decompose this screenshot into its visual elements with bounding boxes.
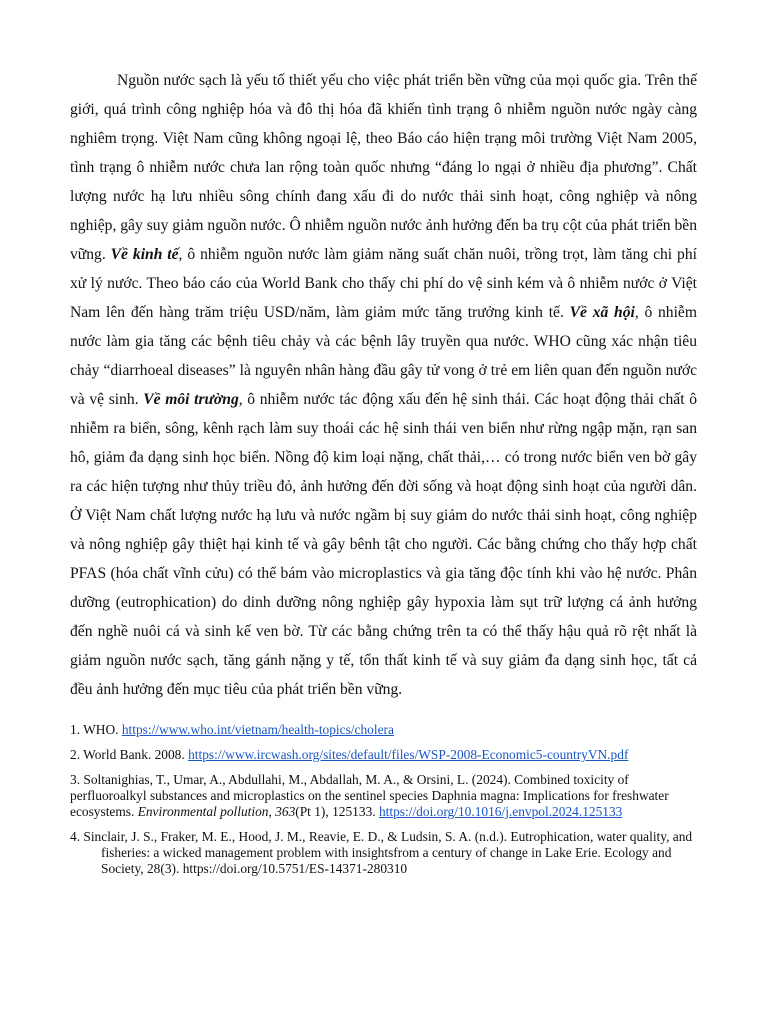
reference-2-link[interactable]: https://www.ircwash.org/sites/default/files/WSP-2008-Economic5-countryVN.pdf xyxy=(188,747,629,762)
reference-2-text: 2. World Bank. 2008. xyxy=(70,747,189,762)
reference-3-journal: Environmental pollution, 363 xyxy=(137,804,296,819)
reference-list xyxy=(70,722,697,877)
reference-3-text: 3. Soltanighias, T., Umar, A., Abdullahi, M., Abdallah, M. A., & Orsini, L. (2024). Combined toxicity of perfluoroalkyl substances and microplastics on the sentinel species Daphnia magna: Implications for freshwater ecosystems. xyxy=(70,772,669,819)
reference-4 xyxy=(70,829,697,877)
paragraph-text-4: , ô nhiễm nước tác động xấu đến hệ sinh thái. Các hoạt động thải chất ô nhiễm ra biển, sông, kênh rạch làm suy thoái các hệ sinh thái ven biển như rừng ngập mặn, rạn san hô, giảm đa dạng sinh học biển. Nồng độ kim loại nặng, chất thải,… có trong nước biển ven bờ gây ra các hiện tượng như thủy triều đỏ, ảnh hưởng đến đời sống và hoạt động sinh hoạt của người dân. Ở Việt Nam chất lượng nước hạ lưu và nước ngầm bị suy giảm do nước thải sinh hoạt, công nghiệp và nông nghiệp gây thiệt hại kinh tế và gây bênh tật cho người. Các bằng chứng cho thấy hợp chất PFAS (hóa chất vĩnh cửu) có thể bám vào microplastics và gia tăng độc tính khi vào hệ nước. Phân dưỡng (eutrophication) do dinh dưỡng nông nghiệp gây hypoxia làm sụt trữ lượng cá ảnh hưởng đến nghề nuôi cá và sinh kế ven bờ. Từ các bằng chứng trên ta có thể thấy hậu quả rõ rệt nhất là giảm nguồn nước sạch, tăng gánh nặng y tế, tổn thất kinh tế và suy giảm đa dạng sinh học, tất cả đều ảnh hưởng đến mục tiêu của phát triển bền vững. xyxy=(70,391,698,698)
paragraph-text-2: , ô nhiễm nguồn nước làm giảm năng suất chăn nuôi, trồng trọt, làm tăng chi phí xử lý nước. Theo báo cáo của World Bank cho thấy chi phí do vệ sinh kém và ô nhiễm nước ở Việt Nam lên đến hàng trăm triệu USD/năm, làm giảm mức tăng trưởng kinh tế. xyxy=(70,246,697,321)
reference-1-text: 1. WHO. xyxy=(70,722,122,737)
reference-3 xyxy=(70,772,697,820)
paragraph-text-3: , ô nhiễm nước làm gia tăng các bệnh tiêu chảy và các bệnh lây truyền qua nước. WHO cũng xác nhận tiêu chảy “diarrhoeal diseases” là nguyên nhân hàng đầu gây tử vong ở trẻ em liên quan đến nguồn nước và vệ sinh. xyxy=(70,304,697,408)
reference-1 xyxy=(70,722,697,738)
body-paragraph xyxy=(70,66,697,704)
reference-1-link[interactable]: https://www.who.int/vietnam/health-topics/cholera xyxy=(121,722,394,737)
heading-environment: Về môi trường xyxy=(143,391,239,408)
paragraph-text-1: Nguồn nước sạch là yếu tố thiết yếu cho việc phát triển bền vững của mọi quốc gia. Trên thế giới, quá trình công nghiệp hóa và đô thị hóa đã khiến tình trạng ô nhiễm nguồn nước ngày càng nghiêm trọng. Việt Nam cũng không ngoại lệ, theo Báo cáo hiện trạng môi trường Việt Nam 2005, tình trạng ô nhiễm nước chưa lan rộng toàn quốc nhưng “đáng lo ngại ở nhiều địa phương”. Chất lượng nước hạ lưu nhiều sông chính đang xấu đi do nước thải sinh hoạt, công nghiệp và nông nghiệp, gây suy giảm nguồn nước. Ô nhiễm nguồn nước ảnh hưởng đến ba trụ cột của phát triển bền vững. xyxy=(70,72,697,263)
reference-2 xyxy=(70,747,697,763)
document-page xyxy=(70,66,697,886)
reference-3-after: (Pt 1), 125133. xyxy=(295,804,379,819)
heading-economy: Về kinh tế xyxy=(110,246,179,263)
reference-4-text: 4. Sinclair, J. S., Fraker, M. E., Hood, J. M., Reavie, E. D., & Ludsin, S. A. (n.d.). Eutrophication, water quality, and fisheries: a wicked management problem with insightsfrom a century of change in Lake Erie. Ecology and Society, 28(3). https://doi.org/10.5751/ES-14371-280310 xyxy=(70,829,693,876)
heading-society: Về xã hội xyxy=(569,304,635,321)
reference-3-link[interactable]: https://doi.org/10.1016/j.envpol.2024.125133 xyxy=(378,804,623,819)
